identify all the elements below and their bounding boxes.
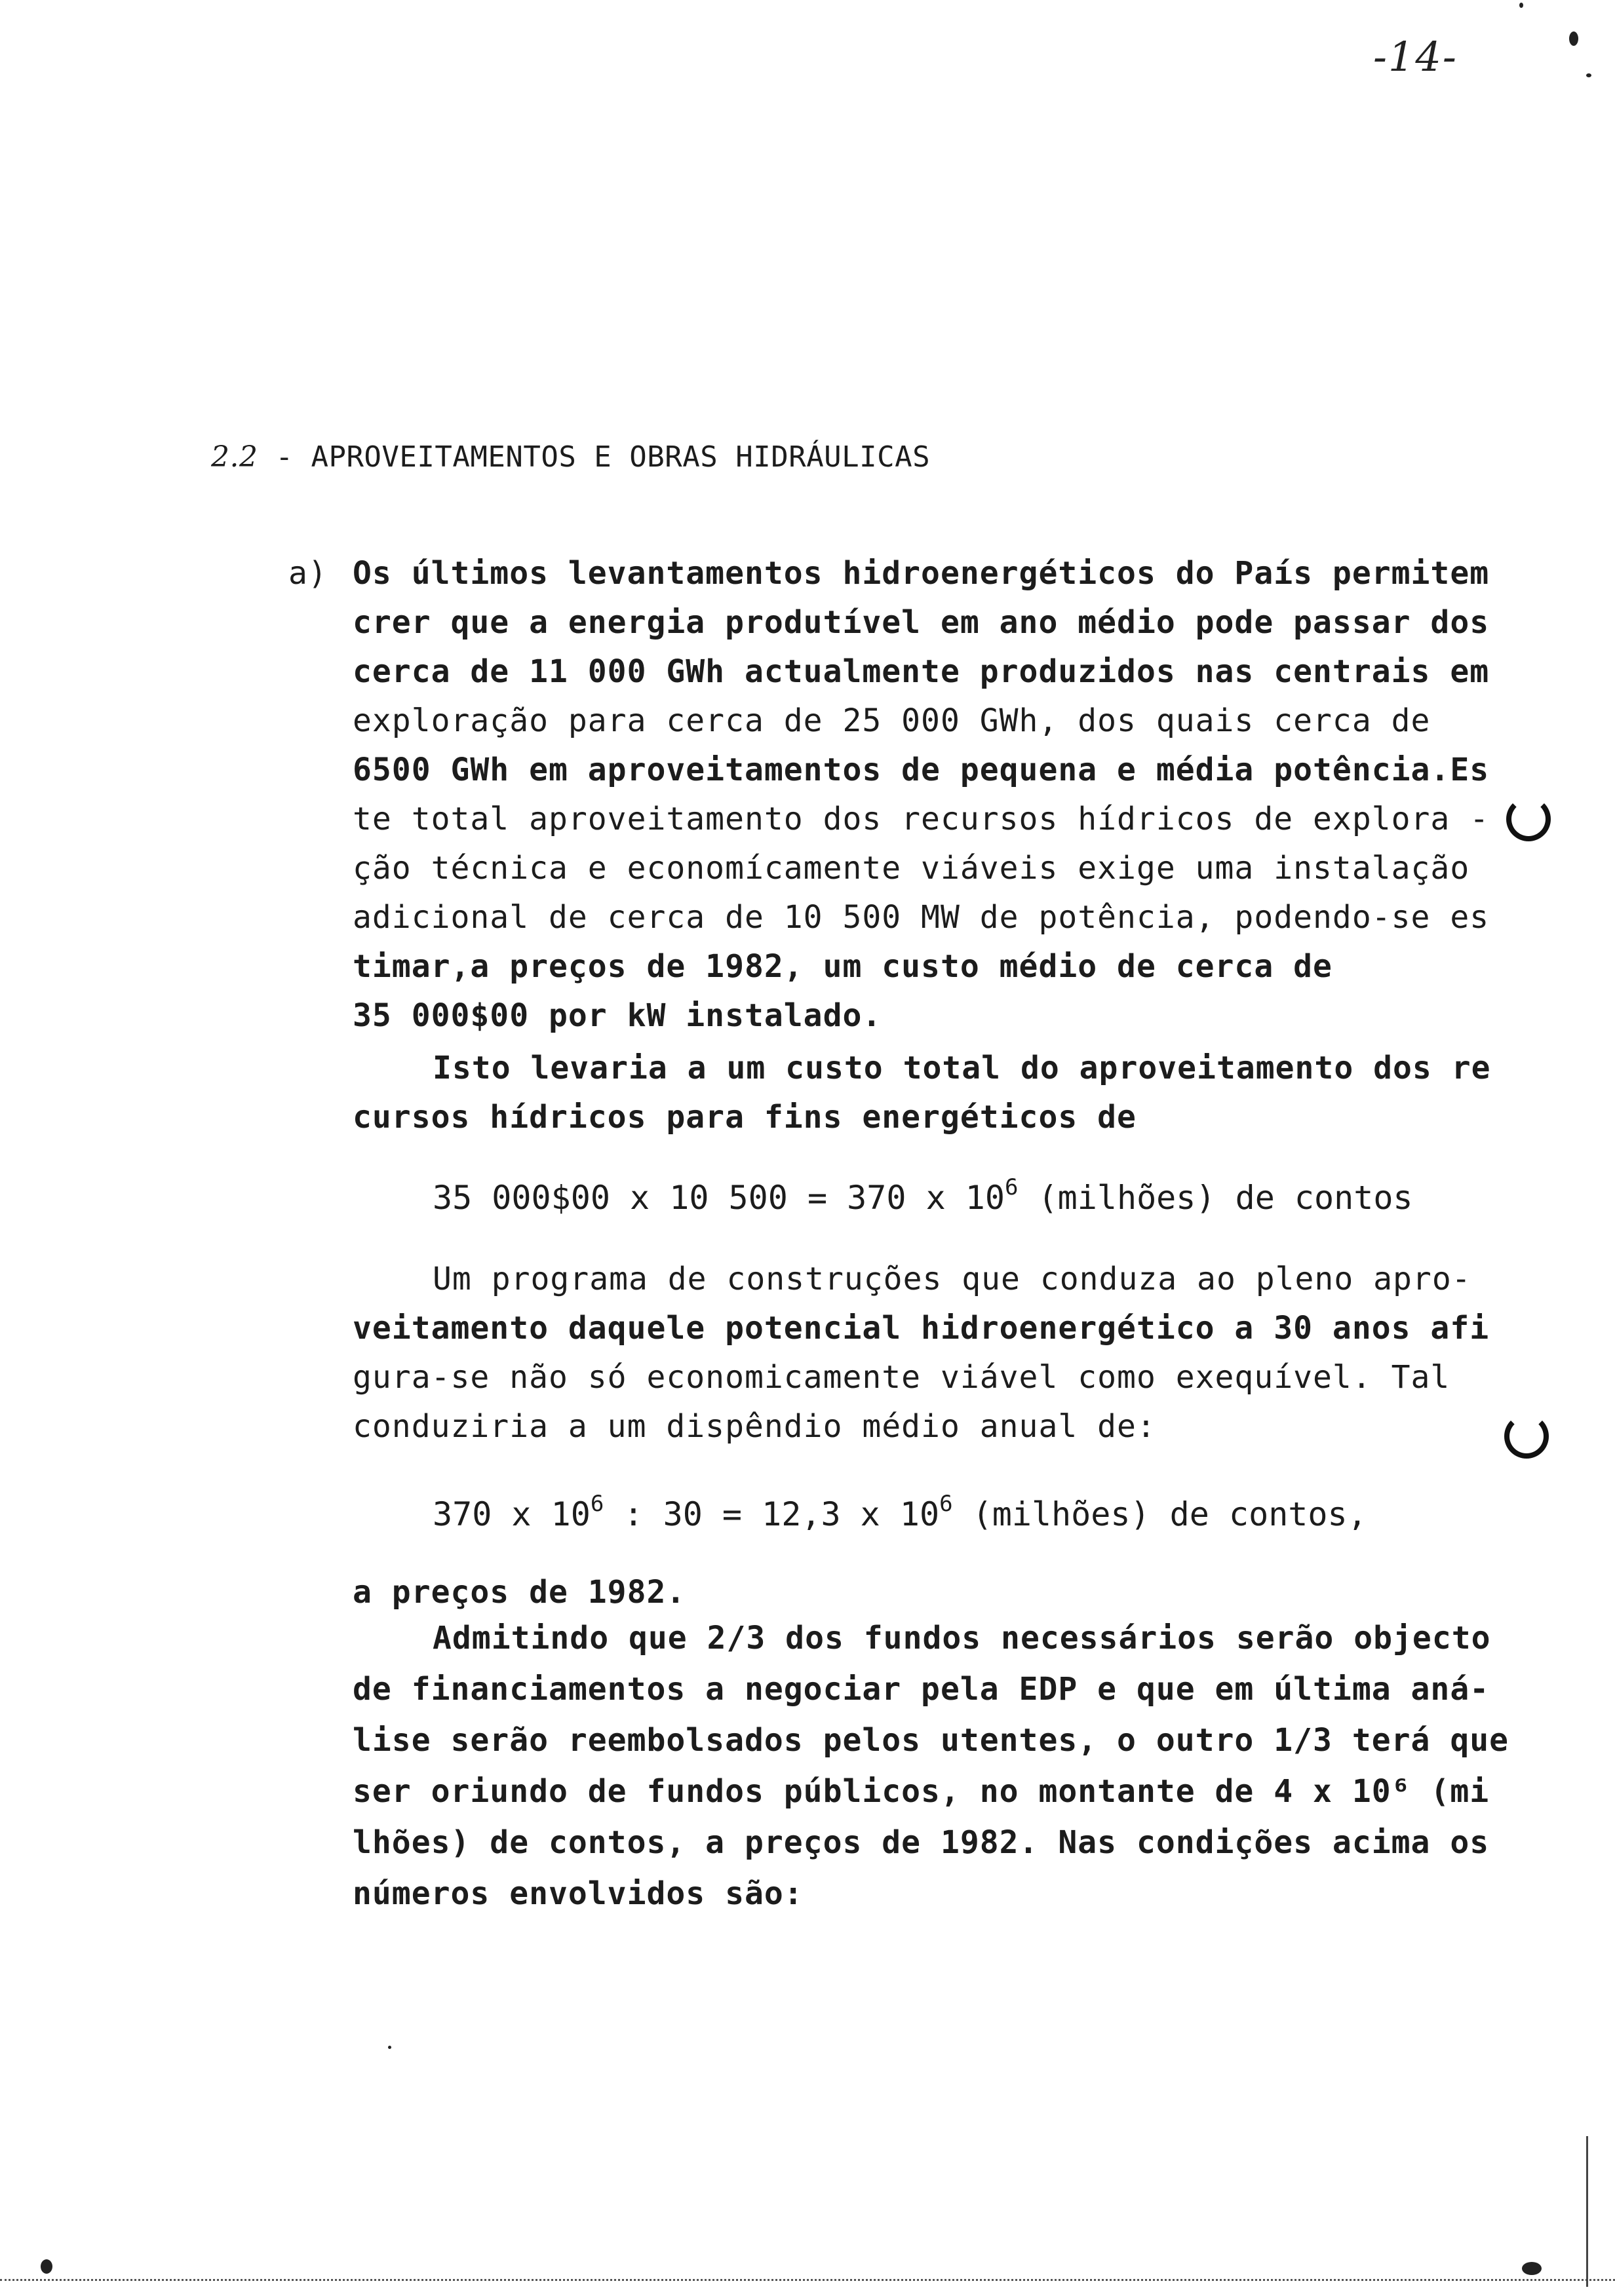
section-heading bbox=[211, 440, 930, 474]
paragraph-line: Isto levaria a um custo total do aproveitamento dos re bbox=[433, 1050, 1491, 1086]
paragraph-line: a preços de 1982. bbox=[353, 1574, 686, 1611]
paragraph-line: veitamento daquele potencial hidroenergético a 30 anos afi bbox=[353, 1310, 1490, 1347]
scan-speck bbox=[41, 2259, 52, 2274]
paragraph-line: exploração para cerca de 25 000 GWh, dos quais cerca de bbox=[353, 702, 1431, 739]
paragraph-line: lise serão reembolsados pelos utentes, o outro 1/3 terá que bbox=[353, 1722, 1509, 1759]
paragraph-line: timar,a preços de 1982, um custo médio de cerca de bbox=[353, 948, 1333, 985]
paragraph-line: te total aproveitamento dos recursos hídricos de explora - bbox=[353, 801, 1490, 837]
item-label: a) bbox=[288, 555, 328, 592]
formula-text: (milhões) de contos bbox=[1018, 1179, 1413, 1217]
punch-hole-mark bbox=[1504, 1414, 1549, 1459]
paragraph-line: gura-se não só economicamente viável como exequível. Tal bbox=[353, 1359, 1450, 1396]
scan-speck bbox=[1569, 31, 1578, 46]
paragraph-line: ção técnica e economícamente viáveis exige uma instalação bbox=[353, 850, 1470, 887]
paragraph-line: crer que a energia produtível em ano médio pode passar dos bbox=[353, 604, 1490, 641]
formula-text: (milhões) de contos, bbox=[952, 1495, 1367, 1533]
paragraph-line: cursos hídricos para fins energéticos de bbox=[353, 1099, 1137, 1136]
formula-annual-cost bbox=[433, 1491, 1367, 1533]
scan-speck bbox=[388, 2046, 391, 2049]
formula-exponent: 6 bbox=[590, 1491, 604, 1517]
formula-text: 370 x 10 bbox=[433, 1495, 591, 1533]
paragraph-line: Admitindo que 2/3 dos fundos necessários serão objecto bbox=[433, 1620, 1491, 1656]
paragraph-line: adicional de cerca de 10 500 MW de potência, podendo-se es bbox=[353, 899, 1490, 936]
paragraph-line: 6500 GWh em aproveitamentos de pequena e média potência.Es bbox=[353, 752, 1490, 788]
paragraph-line: números envolvidos são: bbox=[353, 1875, 804, 1912]
paragraph-line: cerca de 11 000 GWh actualmente produzidos nas centrais em bbox=[353, 653, 1490, 690]
formula-exponent: 6 bbox=[1004, 1174, 1019, 1200]
formula-text: 35 000$00 x 10 500 = 370 x 10 bbox=[433, 1179, 1005, 1217]
page-number: -14- bbox=[1373, 33, 1458, 81]
section-number: 2.2 bbox=[211, 440, 258, 474]
paragraph-line: lhões) de contos, a preços de 1982. Nas condições acima os bbox=[353, 1824, 1490, 1861]
formula-total-cost bbox=[433, 1174, 1413, 1217]
scan-speck bbox=[1519, 3, 1523, 8]
scan-speck bbox=[1522, 2262, 1542, 2275]
scan-right-edge bbox=[1586, 2136, 1588, 2287]
formula-text: : 30 = 12,3 x 10 bbox=[604, 1495, 940, 1533]
punch-hole-mark bbox=[1506, 797, 1551, 841]
paragraph-line: conduziria a um dispêndio médio anual de: bbox=[353, 1408, 1156, 1445]
paragraph-line: ser oriundo de fundos públicos, no montante de 4 x 10⁶ (mi bbox=[353, 1773, 1490, 1810]
scan-bottom-edge bbox=[0, 2279, 1615, 2281]
paragraph-line: Os últimos levantamentos hidroenergéticos do País permitem bbox=[353, 555, 1490, 592]
section-title: - APROVEITAMENTOS E OBRAS HIDRÁULICAS bbox=[275, 440, 931, 474]
paragraph-line: de financiamentos a negociar pela EDP e que em última aná- bbox=[353, 1671, 1490, 1708]
paragraph-line: Um programa de construções que conduza ao pleno apro- bbox=[433, 1261, 1471, 1297]
scan-speck bbox=[1586, 73, 1591, 77]
formula-exponent: 6 bbox=[939, 1491, 953, 1517]
paragraph-line: 35 000$00 por kW instalado. bbox=[353, 997, 882, 1034]
